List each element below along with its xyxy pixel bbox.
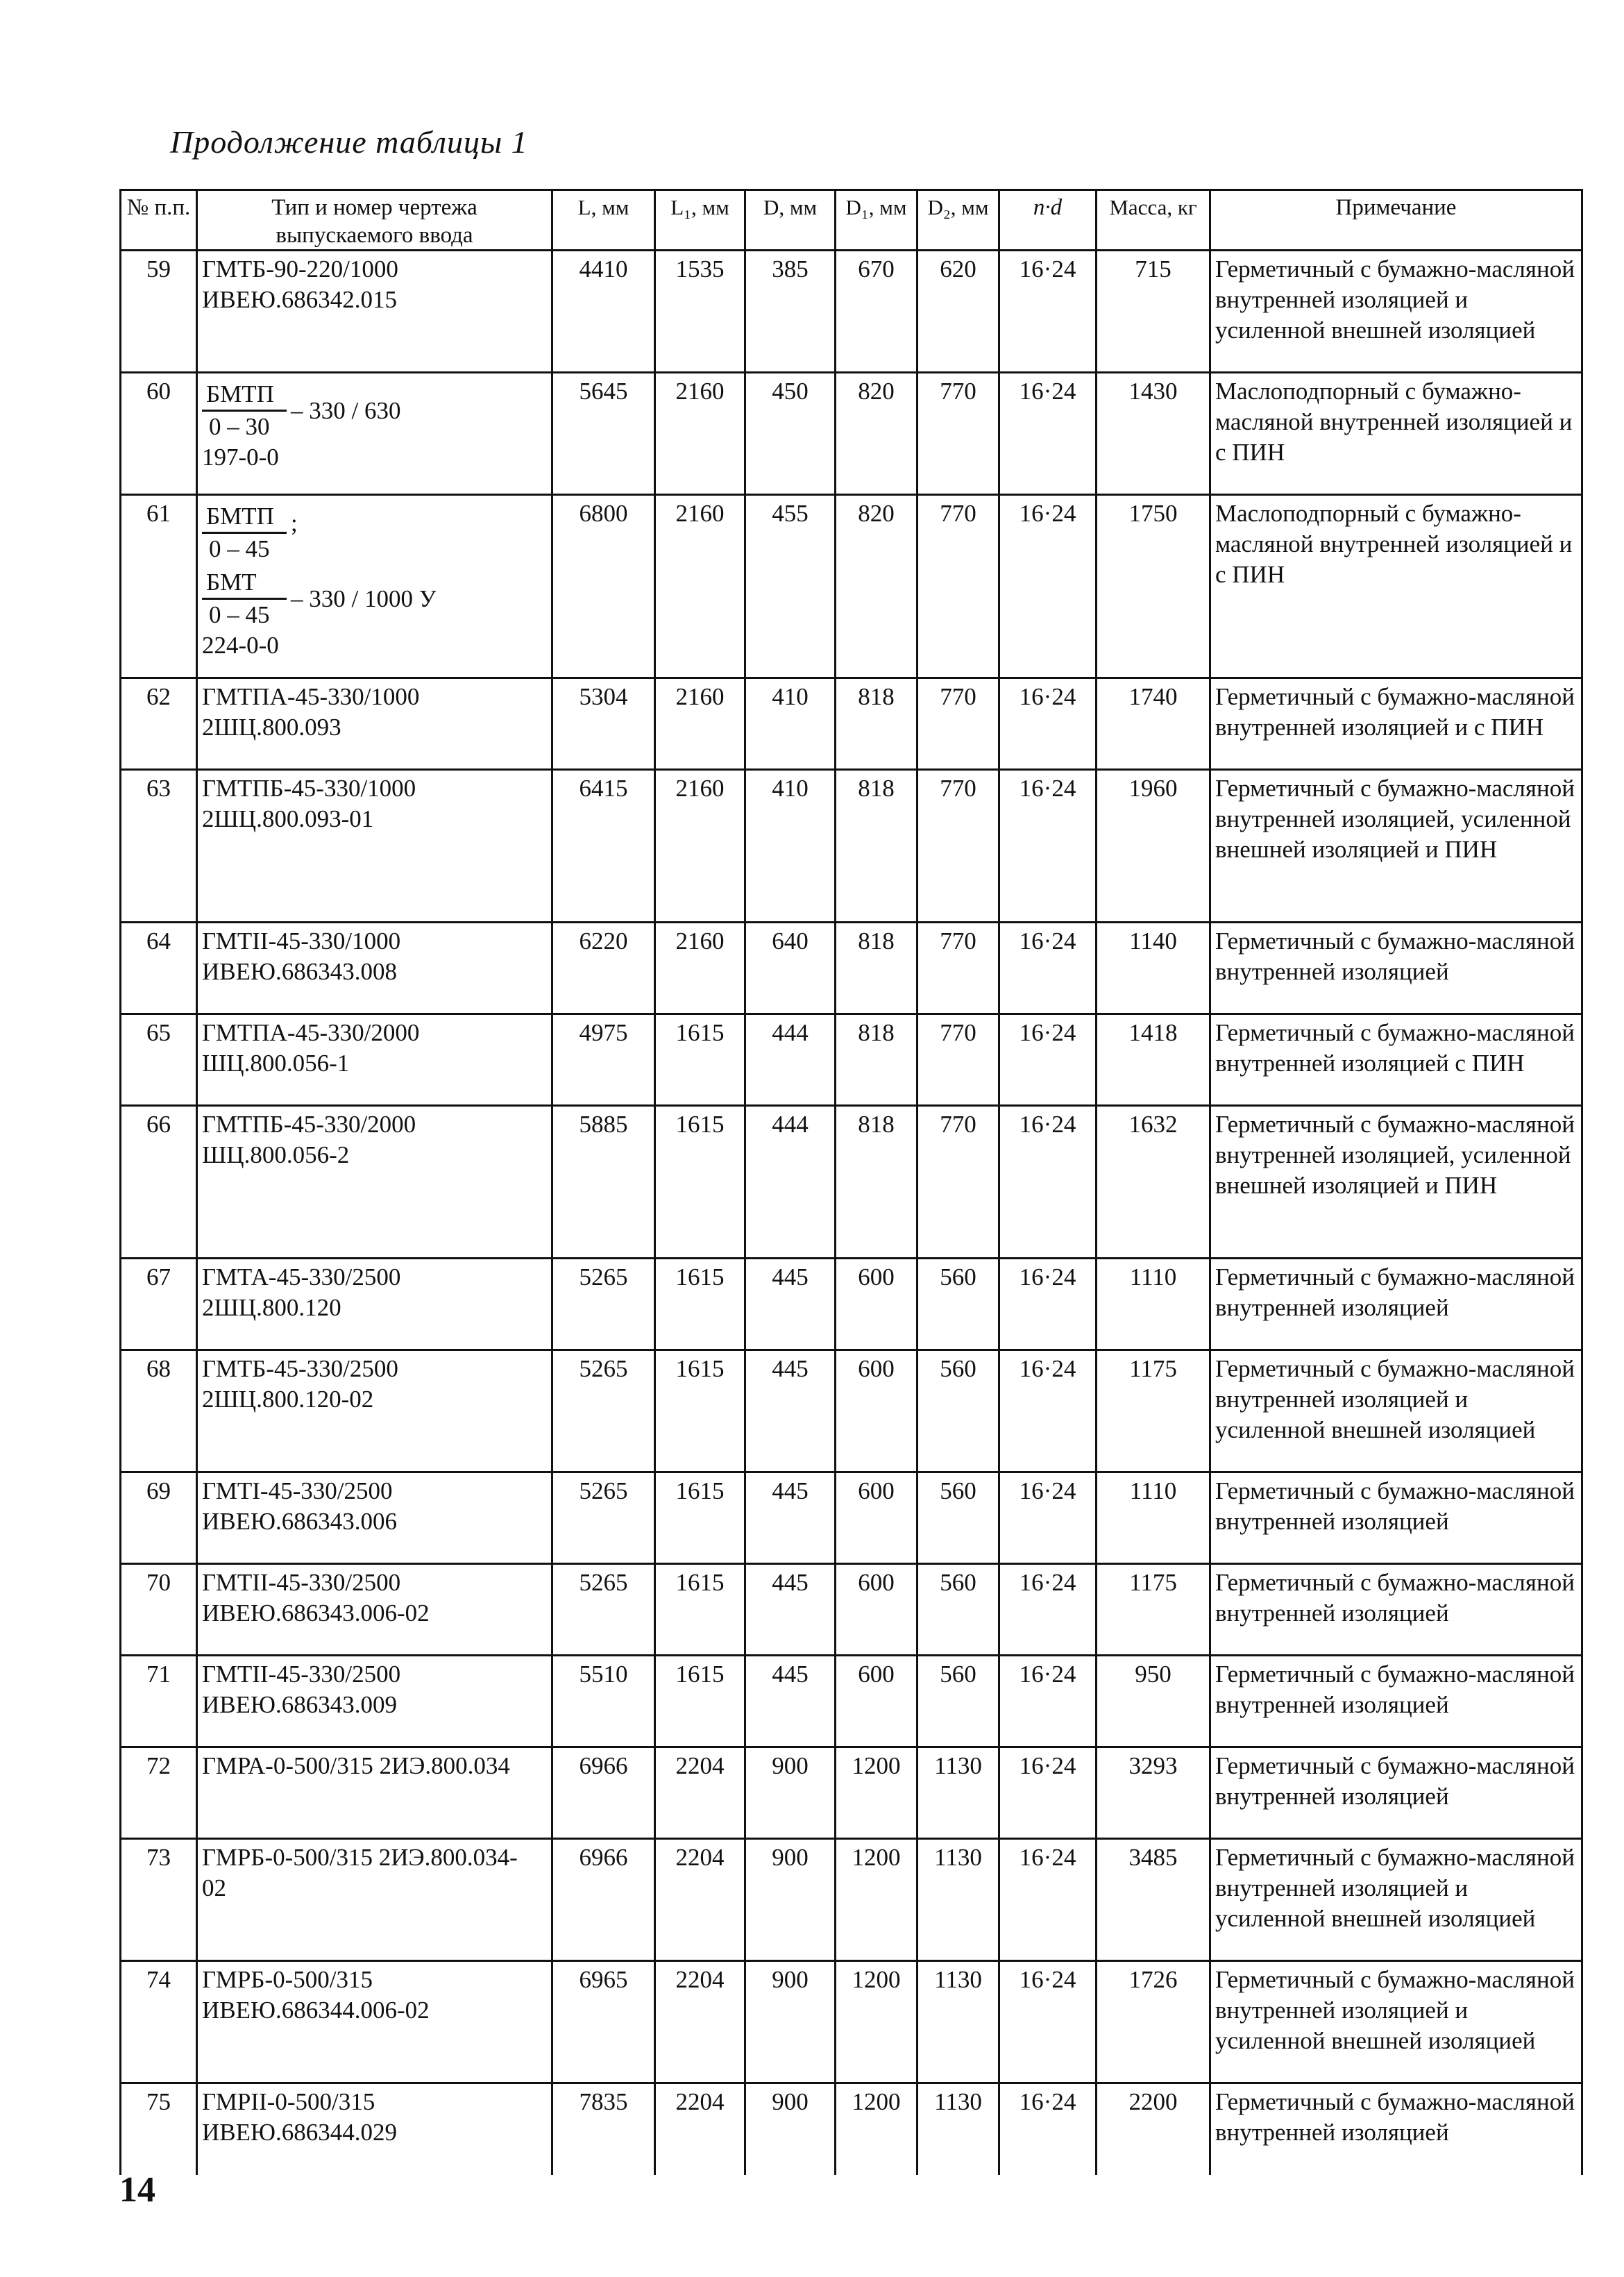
- cell-no: 71: [121, 1656, 197, 1747]
- cell-nd: 16·24: [999, 770, 1097, 923]
- cell-d: 445: [745, 1656, 836, 1747]
- header-type: Тип и номер чертежа выпускаемого ввода: [197, 190, 552, 251]
- cell-type: ГМТII-45-330/2500 ИВЕЮ.686343.006-02: [197, 1564, 552, 1656]
- cell-no: 60: [121, 373, 197, 495]
- cell-type: ГМРII-0-500/315 ИВЕЮ.686344.029: [197, 2083, 552, 2175]
- cell-type: ГМТII-45-330/2500 ИВЕЮ.686343.009: [197, 1656, 552, 1747]
- fraction-suffix: – 330 / 630: [291, 397, 401, 424]
- table-row: [121, 678, 1582, 770]
- cell-nd: 16·24: [999, 1259, 1097, 1350]
- cell-note: Герметичный с бумажно-масляной внутренней изоляцией и усиленной внешней изоляцией: [1210, 1961, 1582, 2083]
- cell-d1: 1200: [836, 1747, 917, 1839]
- cell-d1: 820: [836, 373, 917, 495]
- cell-l1: 1535: [655, 251, 745, 373]
- cell-no: 66: [121, 1106, 197, 1259]
- cell-d1: 818: [836, 770, 917, 923]
- cell-mass: 1110: [1097, 1259, 1210, 1350]
- cell-d: 450: [745, 373, 836, 495]
- cell-d1: 820: [836, 495, 917, 678]
- header-d1: D₁, мм: [836, 190, 917, 251]
- cell-d: 385: [745, 251, 836, 373]
- cell-d2: 770: [917, 373, 999, 495]
- cell-d2: 1130: [917, 1961, 999, 2083]
- cell-note: Герметичный с бумажно-масляной внутренней изоляцией и усиленной внешней изоляцией: [1210, 1839, 1582, 1961]
- cell-mass: 1726: [1097, 1961, 1210, 2083]
- cell-d: 455: [745, 495, 836, 678]
- cell-type: ГМТII-45-330/1000 ИВЕЮ.686343.008: [197, 923, 552, 1014]
- cell-nd: 16·24: [999, 1014, 1097, 1106]
- cell-l: 5265: [552, 1259, 655, 1350]
- cell-d1: 600: [836, 1564, 917, 1656]
- cell-l: 6415: [552, 770, 655, 923]
- page-number: 14: [119, 2170, 155, 2210]
- cell-nd: 16·24: [999, 1106, 1097, 1259]
- cell-d: 900: [745, 1839, 836, 1961]
- cell-d2: 560: [917, 1350, 999, 1472]
- cell-nd: 16·24: [999, 495, 1097, 678]
- header-no: № п.п.: [121, 190, 197, 251]
- cell-l1: 1615: [655, 1564, 745, 1656]
- table-row: [121, 923, 1582, 1014]
- cell-nd: 16·24: [999, 1656, 1097, 1747]
- cell-d: 640: [745, 923, 836, 1014]
- cell-note: Герметичный с бумажно-масляной внутренней изоляцией, усиленной внешней изоляцией и ПИН: [1210, 770, 1582, 923]
- table-body: [121, 251, 1582, 2175]
- cell-type: ГМРА-0-500/315 2ИЭ.800.034: [197, 1747, 552, 1839]
- cell-note: Герметичный с бумажно-масляной внутренней изоляцией и с ПИН: [1210, 678, 1582, 770]
- table-row: [121, 1747, 1582, 1839]
- cell-l1: 2204: [655, 1839, 745, 1961]
- cell-type: ГМТБ-45-330/2500 2ШЦ.800.120-02: [197, 1350, 552, 1472]
- cell-d: 900: [745, 2083, 836, 2175]
- cell-mass: 1140: [1097, 923, 1210, 1014]
- cell-mass: 1175: [1097, 1350, 1210, 1472]
- cell-type: ГМТПБ-45-330/1000 2ШЦ.800.093-01: [197, 770, 552, 923]
- cell-nd: 16·24: [999, 1564, 1097, 1656]
- cell-d1: 600: [836, 1656, 917, 1747]
- cell-nd: 16·24: [999, 1472, 1097, 1564]
- cell-d2: 620: [917, 251, 999, 373]
- cell-d2: 770: [917, 1106, 999, 1259]
- cell-no: 68: [121, 1350, 197, 1472]
- cell-l: 4410: [552, 251, 655, 373]
- table-row: [121, 2083, 1582, 2175]
- cell-no: 67: [121, 1259, 197, 1350]
- header-mass: Масса, кг: [1097, 190, 1210, 251]
- table-row: [121, 1350, 1582, 1472]
- cell-l1: 1615: [655, 1472, 745, 1564]
- cell-d2: 1130: [917, 2083, 999, 2175]
- cell-no: 75: [121, 2083, 197, 2175]
- cell-l1: 2160: [655, 770, 745, 923]
- cell-mass: 1750: [1097, 495, 1210, 678]
- cell-no: 62: [121, 678, 197, 770]
- cell-mass: 950: [1097, 1656, 1210, 1747]
- fraction-denominator: 0 – 30: [209, 413, 270, 440]
- cell-l1: 2204: [655, 1747, 745, 1839]
- cell-note: Герметичный с бумажно-масляной внутренней изоляцией: [1210, 1259, 1582, 1350]
- cell-no: 61: [121, 495, 197, 678]
- table-row: [121, 1564, 1582, 1656]
- cell-l1: 2160: [655, 678, 745, 770]
- fraction: [202, 379, 287, 442]
- cell-note: Герметичный с бумажно-масляной внутренней изоляцией: [1210, 923, 1582, 1014]
- cell-d1: 1200: [836, 1961, 917, 2083]
- cell-mass: 715: [1097, 251, 1210, 373]
- table-header-row: [121, 190, 1582, 251]
- cell-l1: 1615: [655, 1106, 745, 1259]
- fraction-numerator: БМТП: [202, 379, 287, 412]
- cell-type: ГМТПБ-45-330/2000 ШЦ.800.056-2: [197, 1106, 552, 1259]
- header-d2: D₂, мм: [917, 190, 999, 251]
- cell-l1: 1615: [655, 1350, 745, 1472]
- table-row: [121, 251, 1582, 373]
- cell-nd: 16·24: [999, 678, 1097, 770]
- cell-nd: 16·24: [999, 373, 1097, 495]
- cell-l1: 2160: [655, 495, 745, 678]
- cell-note: Герметичный с бумажно-масляной внутренней изоляцией с ПИН: [1210, 1014, 1582, 1106]
- fraction-numerator: БМТП: [202, 501, 287, 534]
- table-row: [121, 770, 1582, 923]
- table-caption: Продолжение таблицы 1: [170, 124, 528, 160]
- cell-l: 6966: [552, 1747, 655, 1839]
- cell-d: 900: [745, 1961, 836, 2083]
- cell-d2: 560: [917, 1564, 999, 1656]
- cell-nd: 16·24: [999, 2083, 1097, 2175]
- cell-d1: 818: [836, 923, 917, 1014]
- cell-l: 5265: [552, 1472, 655, 1564]
- table-row: [121, 1656, 1582, 1747]
- fraction-suffix: – 330 / 1000 У: [291, 585, 437, 612]
- cell-type: ГМТБ-90-220/1000 ИВЕЮ.686342.015: [197, 251, 552, 373]
- cell-d2: 770: [917, 923, 999, 1014]
- cell-d: 444: [745, 1014, 836, 1106]
- cell-mass: 1110: [1097, 1472, 1210, 1564]
- cell-note: Герметичный с бумажно-масляной внутренней изоляцией и усиленной внешней изоляцией: [1210, 251, 1582, 373]
- cell-note: Маслоподпорный с бумажно-масляной внутренней изоляцией и с ПИН: [1210, 495, 1582, 678]
- cell-d2: 770: [917, 770, 999, 923]
- cell-d2: 560: [917, 1259, 999, 1350]
- fraction-suffix: ;: [291, 510, 298, 537]
- table-row: [121, 373, 1582, 495]
- cell-l1: 2160: [655, 373, 745, 495]
- cell-type: ГМРБ-0-500/315 2ИЭ.800.034- 02: [197, 1839, 552, 1961]
- table-row: [121, 1961, 1582, 2083]
- cell-d: 410: [745, 678, 836, 770]
- cell-no: 59: [121, 251, 197, 373]
- cell-mass: 2200: [1097, 2083, 1210, 2175]
- data-table: [119, 189, 1583, 2175]
- table-row: [121, 1259, 1582, 1350]
- cell-mass: 3485: [1097, 1839, 1210, 1961]
- cell-l: 5510: [552, 1656, 655, 1747]
- cell-type: ГМРБ-0-500/315 ИВЕЮ.686344.006-02: [197, 1961, 552, 2083]
- cell-l1: 2160: [655, 923, 745, 1014]
- cell-d1: 670: [836, 251, 917, 373]
- cell-d: 445: [745, 1564, 836, 1656]
- cell-mass: 1418: [1097, 1014, 1210, 1106]
- cell-l: 5645: [552, 373, 655, 495]
- cell-l1: 1615: [655, 1259, 745, 1350]
- cell-nd: 16·24: [999, 1747, 1097, 1839]
- cell-no: 74: [121, 1961, 197, 2083]
- header-note: Примечание: [1210, 190, 1582, 251]
- cell-l1: 2204: [655, 2083, 745, 2175]
- cell-d2: 770: [917, 678, 999, 770]
- cell-d2: 560: [917, 1472, 999, 1564]
- cell-nd: 16·24: [999, 923, 1097, 1014]
- cell-note: Герметичный с бумажно-масляной внутренней изоляцией: [1210, 2083, 1582, 2175]
- cell-note: Герметичный с бумажно-масляной внутренней изоляцией, усиленной внешней изоляцией и ПИН: [1210, 1106, 1582, 1259]
- cell-note: Герметичный с бумажно-масляной внутренней изоляцией и усиленной внешней изоляцией: [1210, 1350, 1582, 1472]
- cell-l: 4975: [552, 1014, 655, 1106]
- cell-l: 5304: [552, 678, 655, 770]
- cell-nd: 16·24: [999, 251, 1097, 373]
- cell-l: 6966: [552, 1839, 655, 1961]
- header-nd: n·d: [999, 190, 1097, 251]
- fraction: [202, 501, 287, 564]
- cell-type: ГМТПА-45-330/1000 2ШЦ.800.093: [197, 678, 552, 770]
- cell-d1: 1200: [836, 2083, 917, 2175]
- cell-no: 64: [121, 923, 197, 1014]
- cell-d2: 1130: [917, 1747, 999, 1839]
- table-row: [121, 1839, 1582, 1961]
- cell-d: 445: [745, 1472, 836, 1564]
- cell-mass: 1960: [1097, 770, 1210, 923]
- table-row: [121, 1014, 1582, 1106]
- table-row: [121, 495, 1582, 678]
- header-l1: L₁, мм: [655, 190, 745, 251]
- cell-mass: 3293: [1097, 1747, 1210, 1839]
- cell-type: ГМТПА-45-330/2000 ШЦ.800.056-1: [197, 1014, 552, 1106]
- cell-d2: 770: [917, 495, 999, 678]
- cell-type: ГМТI-45-330/2500 ИВЕЮ.686343.006: [197, 1472, 552, 1564]
- cell-d1: 818: [836, 678, 917, 770]
- cell-l: 5265: [552, 1350, 655, 1472]
- cell-d1: 600: [836, 1350, 917, 1472]
- cell-l1: 1615: [655, 1014, 745, 1106]
- cell-d1: 818: [836, 1106, 917, 1259]
- cell-l: 6800: [552, 495, 655, 678]
- cell-note: Герметичный с бумажно-масляной внутренней изоляцией: [1210, 1472, 1582, 1564]
- cell-note: Герметичный с бумажно-масляной внутренней изоляцией: [1210, 1564, 1582, 1656]
- table-row: [121, 1472, 1582, 1564]
- cell-l: 5265: [552, 1564, 655, 1656]
- cell-d: 410: [745, 770, 836, 923]
- header-d: D, мм: [745, 190, 836, 251]
- cell-l: 5885: [552, 1106, 655, 1259]
- cell-d2: 770: [917, 1014, 999, 1106]
- cell-type: [197, 373, 552, 495]
- cell-note: Герметичный с бумажно-масляной внутренней изоляцией: [1210, 1747, 1582, 1839]
- cell-d1: 1200: [836, 1839, 917, 1961]
- cell-note: Герметичный с бумажно-масляной внутренней изоляцией: [1210, 1656, 1582, 1747]
- cell-d: 900: [745, 1747, 836, 1839]
- cell-d1: 600: [836, 1472, 917, 1564]
- cell-l1: 1615: [655, 1656, 745, 1747]
- drawing-code: 197-0-0: [202, 444, 279, 471]
- fraction-denominator: 0 – 45: [209, 601, 270, 628]
- cell-d: 445: [745, 1350, 836, 1472]
- cell-no: 69: [121, 1472, 197, 1564]
- cell-d2: 1130: [917, 1839, 999, 1961]
- cell-l1: 2204: [655, 1961, 745, 2083]
- cell-d1: 818: [836, 1014, 917, 1106]
- cell-d2: 560: [917, 1656, 999, 1747]
- cell-type: ГМТА-45-330/2500 2ШЦ.800.120: [197, 1259, 552, 1350]
- fraction: [202, 567, 287, 630]
- cell-mass: 1740: [1097, 678, 1210, 770]
- fraction-numerator: БМТ: [202, 567, 287, 600]
- cell-no: 63: [121, 770, 197, 923]
- cell-l: 6220: [552, 923, 655, 1014]
- cell-type: [197, 495, 552, 678]
- header-l: L, мм: [552, 190, 655, 251]
- cell-l: 7835: [552, 2083, 655, 2175]
- cell-no: 65: [121, 1014, 197, 1106]
- cell-d1: 600: [836, 1259, 917, 1350]
- cell-nd: 16·24: [999, 1350, 1097, 1472]
- cell-mass: 1175: [1097, 1564, 1210, 1656]
- table-row: [121, 1106, 1582, 1259]
- cell-no: 73: [121, 1839, 197, 1961]
- cell-note: Маслоподпорный с бумажно-масляной внутренней изоляцией и с ПИН: [1210, 373, 1582, 495]
- cell-mass: 1430: [1097, 373, 1210, 495]
- cell-mass: 1632: [1097, 1106, 1210, 1259]
- cell-d: 444: [745, 1106, 836, 1259]
- drawing-code: 224-0-0: [202, 632, 279, 659]
- cell-nd: 16·24: [999, 1839, 1097, 1961]
- cell-no: 70: [121, 1564, 197, 1656]
- cell-nd: 16·24: [999, 1961, 1097, 2083]
- fraction-denominator: 0 – 45: [209, 535, 270, 562]
- cell-no: 72: [121, 1747, 197, 1839]
- cell-d: 445: [745, 1259, 836, 1350]
- cell-l: 6965: [552, 1961, 655, 2083]
